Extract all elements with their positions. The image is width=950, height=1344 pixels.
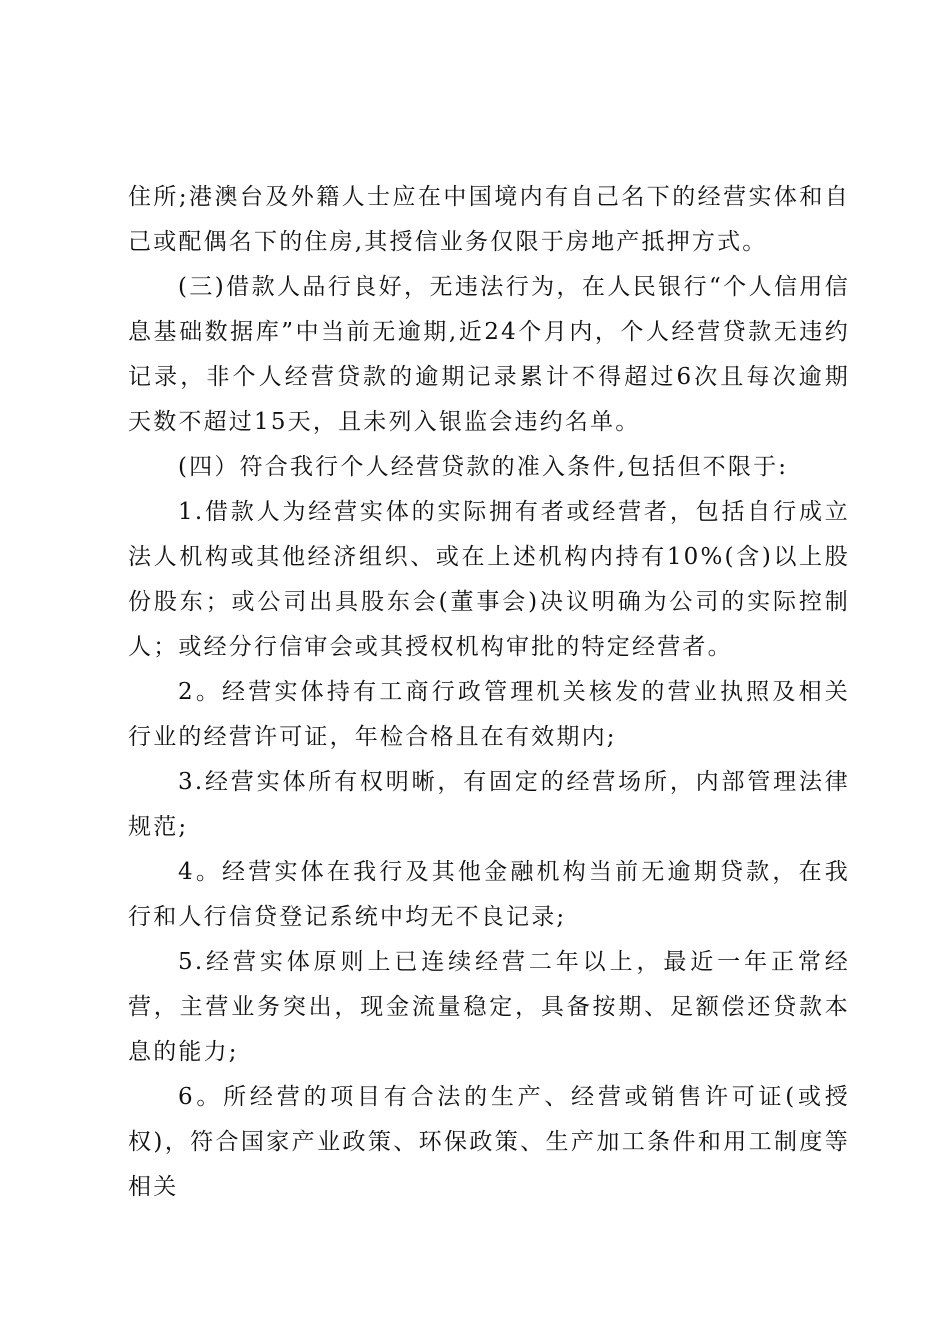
list-item-3: 3.经营实体所有权明晰，有固定的经营场所，内部管理法律规范;: [128, 769, 850, 840]
list-item-1: 1.借款人为经营实体的实际拥有者或经营者，包括自行成立法人机构或其他经济组织、或在上述机构内持有10%(含)以上股份股东；或公司出具股东会(董事会)决议明确为公司的实际控制人；或经分行信审会或其授权机构审批的特定经营者。: [128, 499, 850, 660]
paragraph-credit-record: (三)借款人品行良好，无违法行为，在人民银行“个人信用信息基础数据库”中当前无逾期,近24个月内，个人经营贷款无违约记录，非个人经营贷款的逾期记录累计不得超过6次且每次逾期天数不超过15天，且未列入银监会违约名单。: [128, 274, 850, 435]
document-body: [128, 175, 850, 1210]
list-item-5: 5.经营实体原则上已连续经营二年以上，最近一年正常经营，主营业务突出，现金流量稳定，具备按期、足额偿还贷款本息的能力;: [128, 949, 850, 1065]
list-item-6: 6。所经营的项目有合法的生产、经营或销售许可证(或授权)，符合国家产业政策、环保政策、生产加工条件和用工制度等相关: [128, 1084, 850, 1200]
list-item-4: 4。经营实体在我行及其他金融机构当前无逾期贷款，在我行和人行信贷登记系统中均无不良记录;: [128, 859, 850, 930]
paragraph-admission-conditions: (四）符合我行个人经营贷款的准入条件,包括但不限于:: [178, 454, 789, 480]
list-item-2: 2。经营实体持有工商行政管理机关核发的营业执照及相关行业的经营许可证，年检合格且在有效期内;: [128, 679, 850, 750]
paragraph-residence: 住所;港澳台及外籍人士应在中国境内有自己名下的经营实体和自己或配偶名下的住房,其授信业务仅限于房地产抵押方式。: [128, 184, 850, 255]
